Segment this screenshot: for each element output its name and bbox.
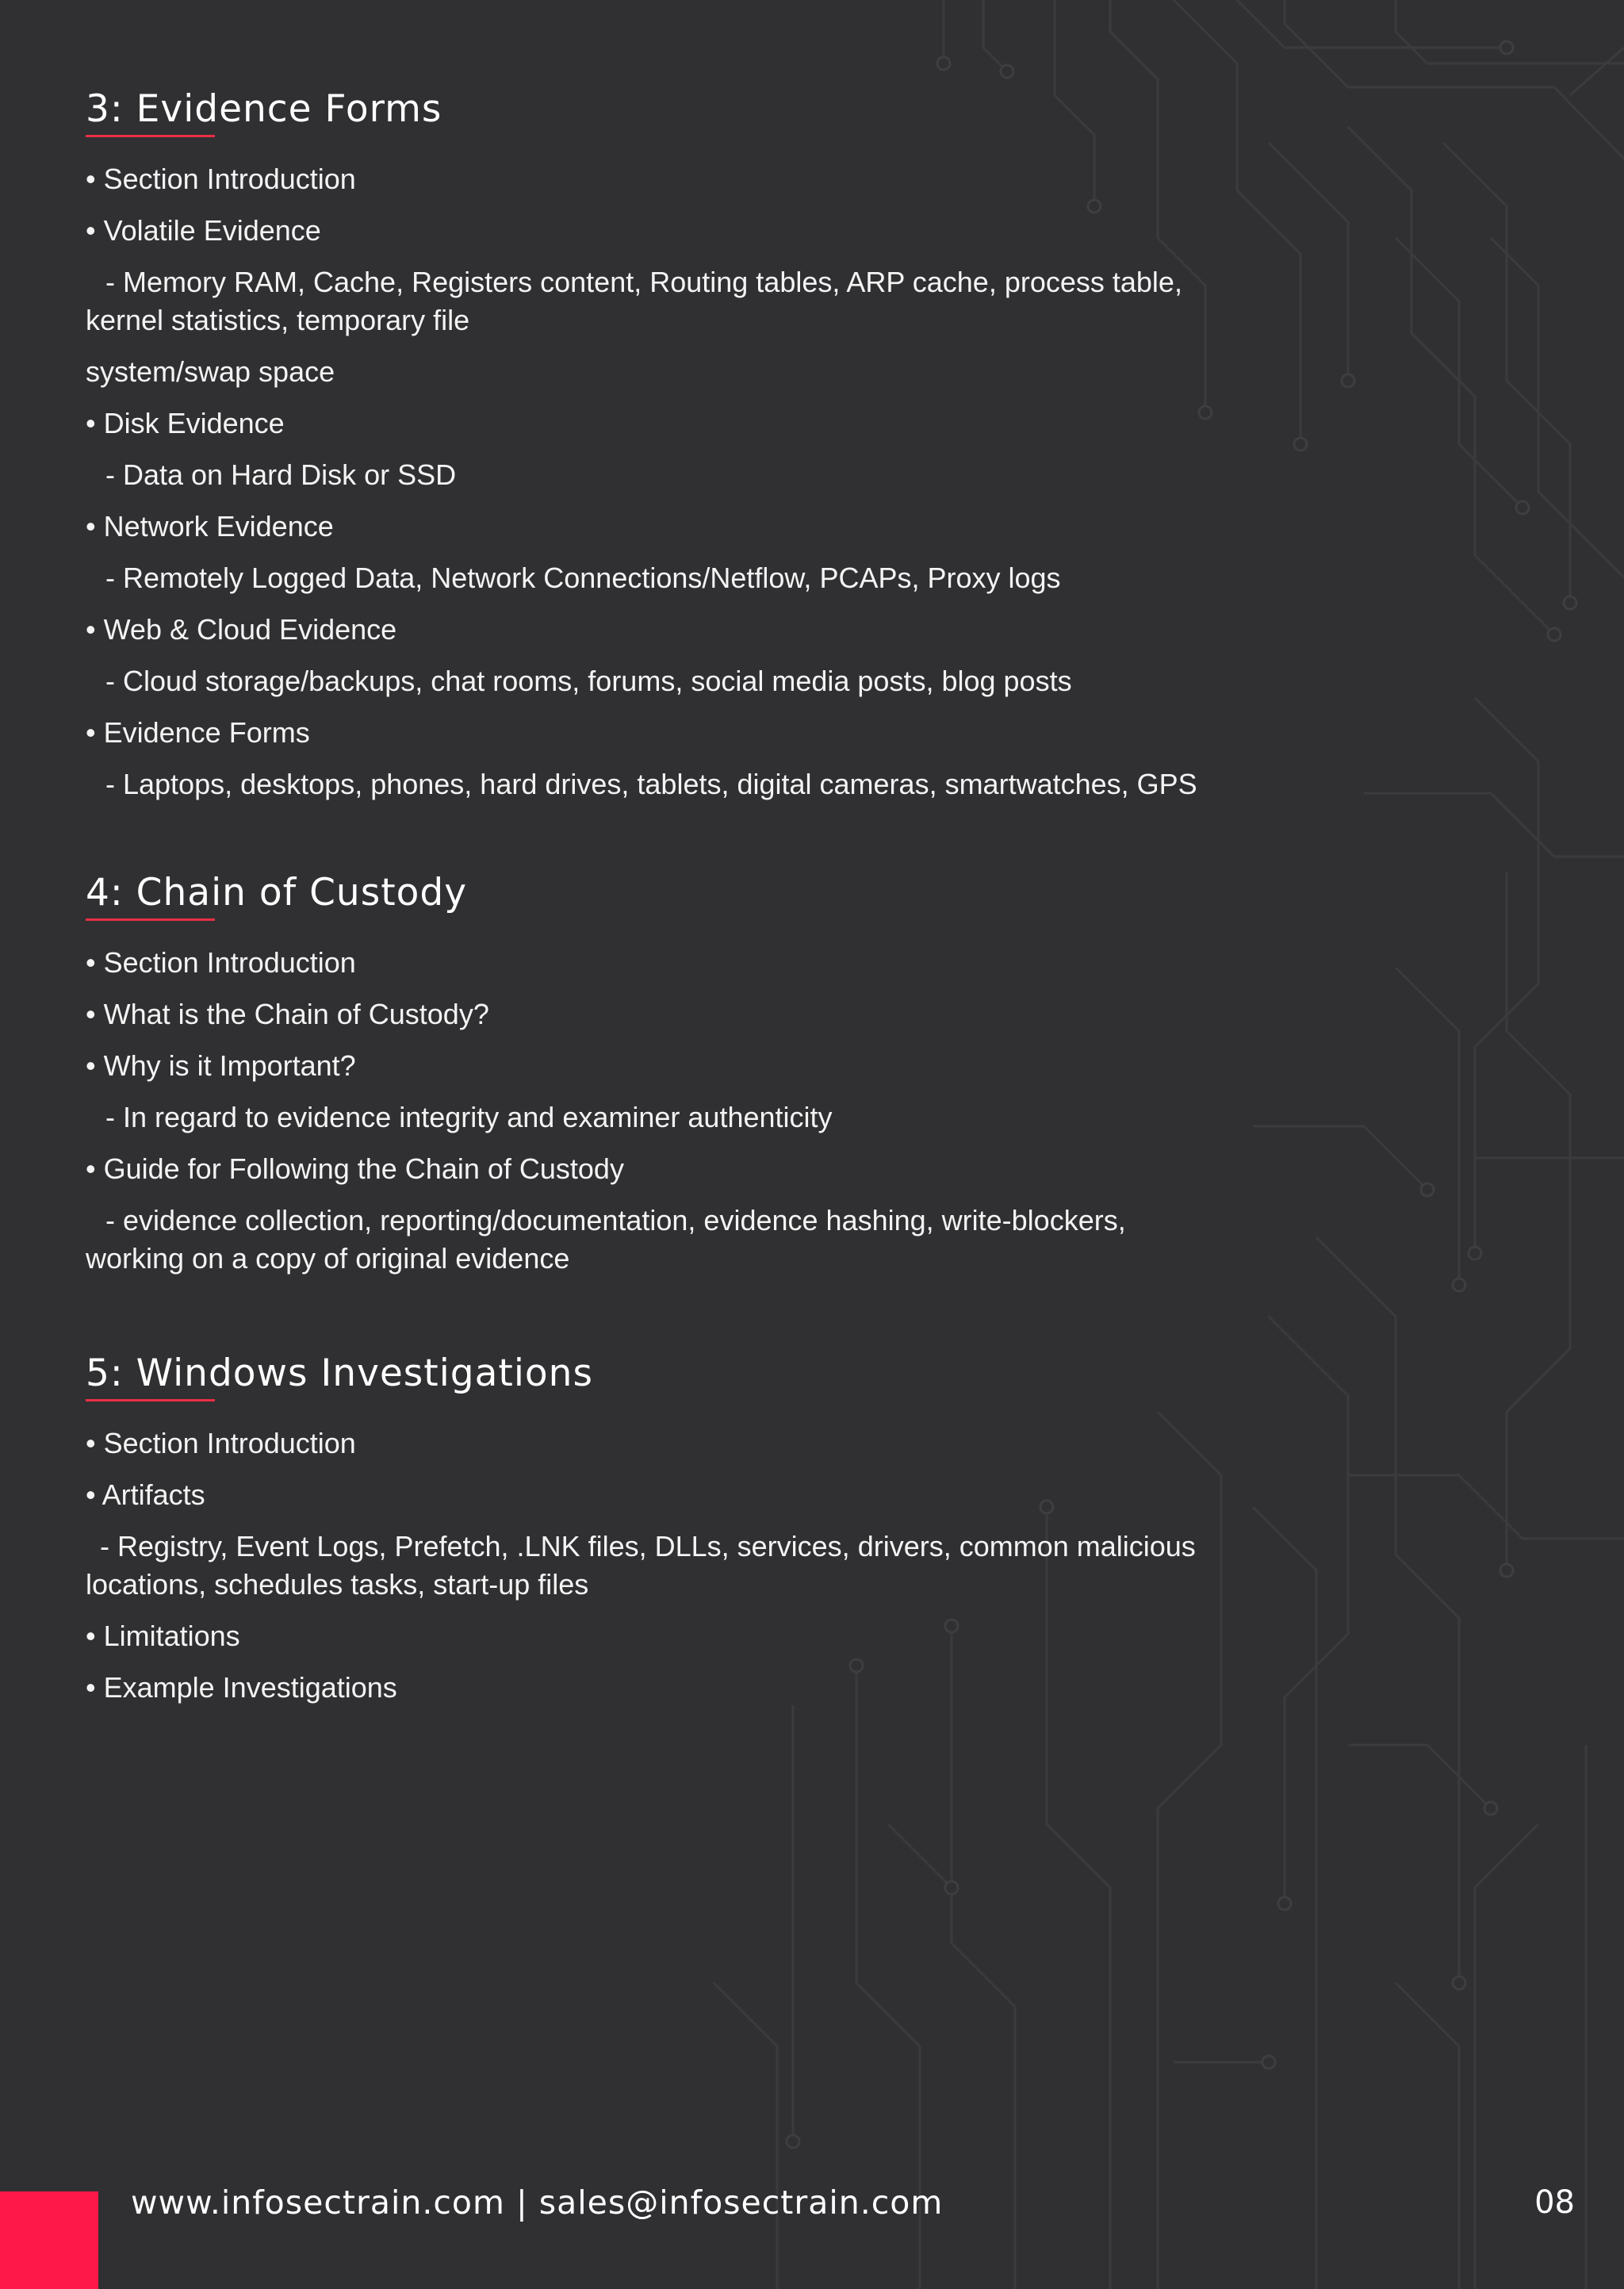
list-item: • Section Introduction [86,163,356,195]
list-item: • Volatile Evidence [86,214,321,247]
section-title: 4: Chain of Custody [86,871,468,914]
footer-contact: www.infosectrain.com | sales@infosectrain.com [131,2184,944,2222]
list-subitem-continuation: locations, schedules tasks, start-up files [86,1568,589,1601]
list-item: • Artifacts [86,1478,205,1511]
section-title: 3: Evidence Forms [86,87,442,131]
list-item: • Network Evidence [86,510,334,543]
list-item: • Section Introduction [86,1427,356,1459]
list-subitem: - Laptops, desktops, phones, hard drives, tablets, digital cameras, smartwatches, GPS [105,768,1197,800]
list-subitem: - evidence collection, reporting/documentation, evidence hashing, write-blockers, [105,1204,1126,1237]
list-subitem-continuation: system/swap space [86,355,335,388]
list-item: • Guide for Following the Chain of Custody [86,1152,624,1185]
list-item: • What is the Chain of Custody? [86,998,489,1030]
list-subitem: - Data on Hard Disk or SSD [105,458,457,491]
list-subitem: - Memory RAM, Cache, Registers content, Routing tables, ARP cache, process table, [105,266,1182,298]
list-item: • Evidence Forms [86,716,310,749]
list-subitem: - Cloud storage/backups, chat rooms, forums, social media posts, blog posts [105,665,1072,697]
list-subitem: - Remotely Logged Data, Network Connections/Netflow, PCAPs, Proxy logs [105,562,1061,594]
list-item: • Web & Cloud Evidence [86,613,397,646]
title-underline [86,918,215,921]
list-item: • Limitations [86,1620,240,1652]
title-underline [86,1399,215,1401]
list-item: • Disk Evidence [86,407,285,439]
list-item: • Why is it Important? [86,1049,356,1082]
list-subitem: - In regard to evidence integrity and examiner authenticity [105,1101,833,1133]
title-underline [86,135,215,137]
page-number: 08 [1534,2184,1575,2221]
list-item: • Section Introduction [86,946,356,979]
list-subitem: - Registry, Event Logs, Prefetch, .LNK files, DLLs, services, drivers, common malicious [100,1530,1196,1562]
list-subitem-continuation: working on a copy of original evidence [86,1242,570,1275]
footer-accent-square [0,2191,98,2289]
list-subitem-continuation: kernel statistics, temporary file [86,304,470,336]
section-title: 5: Windows Investigations [86,1352,593,1395]
list-item: • Example Investigations [86,1671,397,1704]
